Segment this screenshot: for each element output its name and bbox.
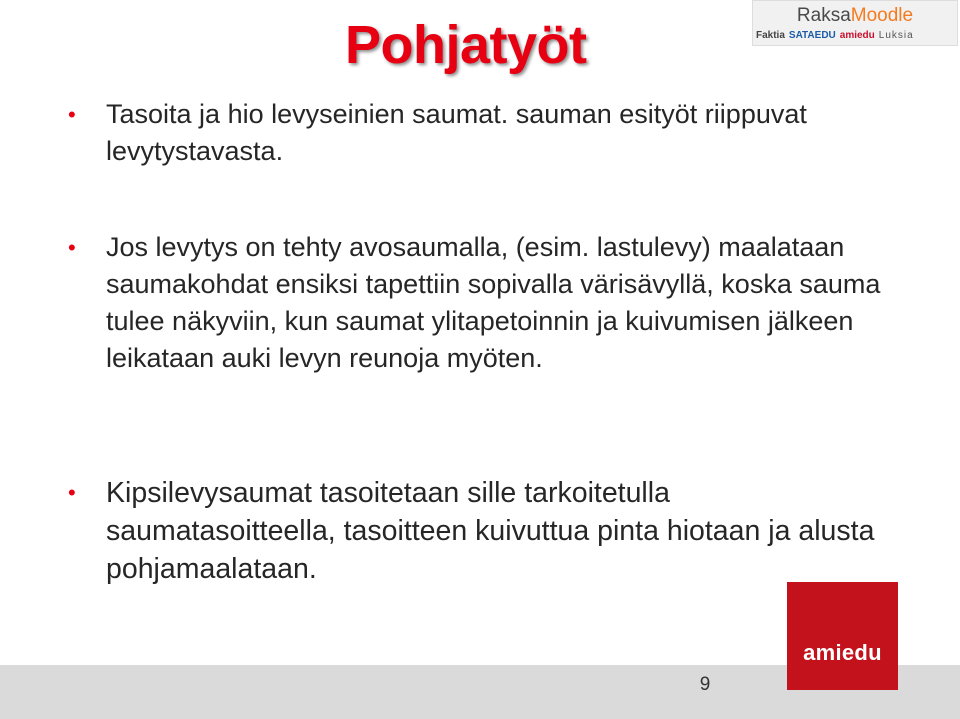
- raksamoodle-logo: [752, 0, 958, 46]
- bullet-marker: •: [68, 235, 76, 260]
- logo-raksa-text: Raksa: [796, 5, 851, 26]
- raksamoodle-wordmark: [753, 5, 957, 27]
- slide-title: Pohjatyöt: [345, 15, 587, 75]
- amiedu-logo: [787, 582, 898, 690]
- bullet-marker: •: [68, 102, 76, 127]
- partner-amiedu: amiedu: [839, 30, 875, 41]
- logo-moodle-text: Moodle: [850, 5, 914, 26]
- bullet-item: [68, 229, 906, 377]
- amiedu-logo-text: amiedu: [803, 640, 882, 665]
- bullet-item: [68, 474, 906, 588]
- partner-faktia: Faktia: [756, 30, 785, 41]
- partner-logos: [756, 29, 956, 43]
- page-number: 9: [699, 674, 711, 695]
- partner-sataedu: SATAEDU: [788, 30, 836, 41]
- bullet-text: Jos levytys on tehty avosaumalla, (esim. lastulevy) maalataan saumakohdat ensiksi tapettiin sopivalla värisävyllä, koska sauma tulee näkyviin, kun saumat ylitapetoinnin ja kuivumisen jälkeen leikataan auki levyn reunoja myöten.: [106, 232, 881, 373]
- bullet-text: Tasoita ja hio levyseinien saumat. sauman esityöt riippuvat levytystavasta.: [106, 99, 807, 166]
- bullet-marker: •: [68, 480, 76, 505]
- bullet-item: [68, 96, 906, 170]
- bullet-text: Kipsilevysaumat tasoitetaan sille tarkoitetulla saumatasoitteella, tasoitteen kuivuttua pinta hiotaan ja alusta pohjamaalataan.: [106, 477, 875, 585]
- partner-luksia: Luksia: [878, 30, 914, 41]
